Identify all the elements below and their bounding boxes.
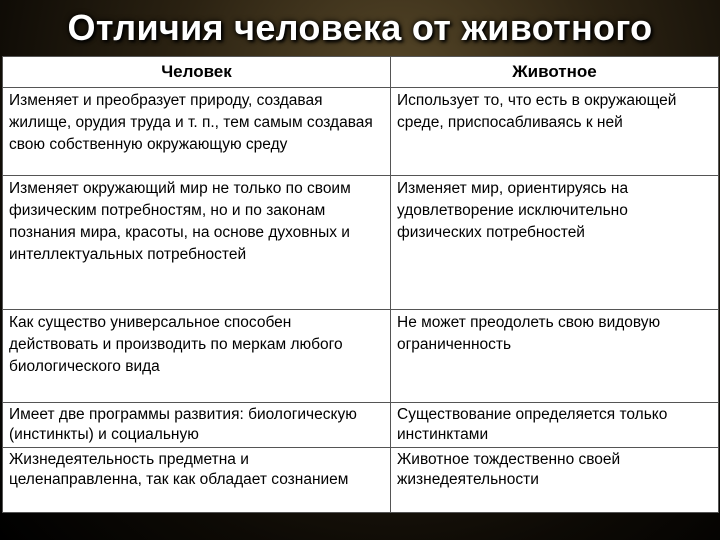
cell-human <box>3 176 391 310</box>
cell-human <box>3 88 391 176</box>
cell-animal <box>391 403 719 448</box>
slide-title: Отличия человека от животного <box>67 7 653 48</box>
column-header-human: Человек <box>3 57 391 88</box>
table-row <box>3 176 719 310</box>
cell-text: Не может преодолеть свою видовую ограниченность <box>397 314 661 353</box>
table-row <box>3 403 719 448</box>
table-header-row <box>3 57 719 88</box>
cell-text: Использует то, что есть в окружающей среде, приспосабливаясь к ней <box>397 92 677 131</box>
cell-text: Жизнедеятельность предметна и целенаправленна, так как обладает сознанием <box>9 451 349 488</box>
cell-human <box>3 403 391 448</box>
cell-text: Изменяет окружающий мир не только по своим физическим потребностям, но и по законам познания мира, красоты, на основе духовных и интеллектуальных потребностей <box>9 180 351 263</box>
cell-text: Имеет две программы развития: биологическую (инстинкты) и социальную <box>9 406 357 443</box>
table-row <box>3 88 719 176</box>
cell-animal <box>391 176 719 310</box>
cell-human <box>3 448 391 513</box>
cell-text: Изменяет и преобразует природу, создавая жилище, орудия труда и т. п., тем самым создавая свою собственную окружающую среду <box>9 92 373 153</box>
cell-text: Изменяет мир, ориентируясь на удовлетворение исключительно физических потребностей <box>397 180 629 241</box>
cell-animal <box>391 310 719 403</box>
table-row <box>3 448 719 513</box>
cell-text: Существование определяется только инстинктами <box>397 406 668 443</box>
cell-text: Животное тождественно своей жизнедеятельности <box>397 451 621 488</box>
table-row <box>3 310 719 403</box>
cell-human <box>3 310 391 403</box>
cell-animal <box>391 448 719 513</box>
cell-animal <box>391 88 719 176</box>
comparison-table <box>2 56 719 513</box>
cell-text: Как существо универсальное способен действовать и производить по меркам любого биологического вида <box>9 314 343 375</box>
column-header-animal: Животное <box>391 57 719 88</box>
